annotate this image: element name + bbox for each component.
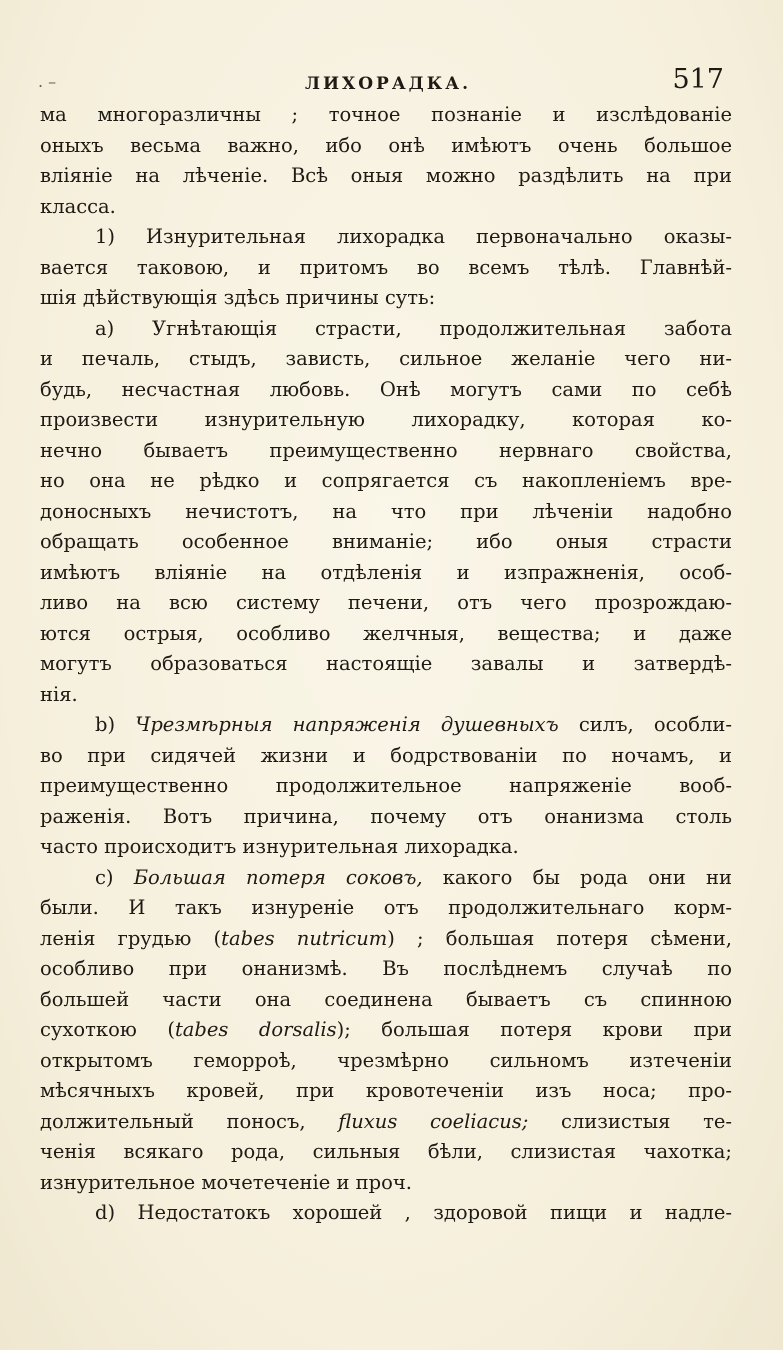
text-segment: ченія всякаго рода, сильныя бѣли, слизистая чахотка; [40, 1140, 732, 1163]
text-line [40, 192, 732, 223]
text-segment: имѣютъ вліяніе на отдѣленія и изпражненія, особ- [40, 560, 732, 584]
text-line [40, 375, 732, 406]
text-segment: произвести изнурительную лихорадку, которая ко- [40, 408, 732, 431]
text-line [40, 741, 732, 772]
italic-term: Большая потеря соковъ, [133, 865, 423, 889]
text-segment: раженія. Вотъ причина, почему отъ онанизма столь [40, 804, 732, 828]
text-segment: во при сидячей жизни и бодрствованіи по ночамъ, и [40, 743, 732, 767]
text-segment: шія дѣйствующія здѣсь причины суть: [40, 286, 436, 309]
text-line [40, 344, 732, 375]
text-segment: b) [95, 713, 136, 736]
text-segment: d) Недостатокъ хорошей , здоровой пищи и надле- [95, 1201, 732, 1224]
text-line [40, 283, 732, 314]
text-line [40, 436, 732, 467]
text-line [40, 1015, 732, 1046]
text-segment: обращать особенное вниманіе; ибо оныя страсти [40, 530, 732, 553]
text-segment: доносныхъ нечистотъ, на что при лѣченіи надобно [40, 499, 732, 523]
running-header [38, 64, 738, 104]
text-line [40, 893, 732, 924]
text-line [40, 1137, 732, 1168]
running-title: ЛИХОРАДКА. [304, 74, 472, 94]
text-line [40, 802, 732, 833]
text-line [40, 131, 732, 162]
text-line [40, 954, 732, 985]
text-segment: c) [95, 865, 134, 889]
text-segment: должительный поносъ, [40, 1109, 339, 1133]
text-line [40, 497, 732, 528]
text-segment: 1) Изнурительная лихорадка первоначально оказы- [95, 225, 732, 248]
text-segment: силъ, особли- [558, 713, 732, 736]
text-segment: класса. [40, 194, 116, 218]
text-line [40, 314, 732, 345]
header-mark: . – [38, 72, 57, 91]
text-segment: открытомъ геморроѣ, чрезмѣрно сильномъ изтеченіи [40, 1048, 732, 1072]
text-segment: нечно бываетъ преимущественно нервнаго свойства, [40, 438, 732, 462]
text-segment: но она не рѣдко и сопрягается съ накопленіемъ вре- [40, 469, 732, 492]
text-segment: a) Угнѣтающія страсти, продолжительная забота [95, 316, 732, 340]
text-segment: вается таковою, и притомъ во всемъ тѣлѣ. Главнѣй- [40, 255, 732, 279]
text-line [40, 771, 732, 802]
text-line [40, 710, 732, 741]
text-line [40, 985, 732, 1016]
text-line [40, 527, 732, 558]
text-segment: вліяніе на лѣченіе. Всѣ оныя можно раздѣлить на при [40, 164, 732, 187]
text-line [40, 1107, 732, 1138]
text-line [40, 588, 732, 619]
text-segment: изнурительное мочетеченіе и проч. [40, 1170, 412, 1194]
text-segment: какого бы рода они ни [422, 865, 732, 889]
text-segment: часто происходитъ изнурительная лихорадка. [40, 835, 519, 858]
text-segment: будь, несчастная любовь. Онѣ могутъ сами по себѣ [40, 377, 732, 401]
text-segment: особливо при онанизмѣ. Въ послѣднемъ случаѣ по [40, 957, 732, 980]
text-line [40, 680, 732, 711]
text-segment: ливо на всю систему печени, отъ чего прозрождаю- [40, 591, 732, 614]
text-line [40, 924, 732, 955]
text-line [40, 649, 732, 680]
text-line [40, 1046, 732, 1077]
text-segment: сухоткою ( [40, 1018, 175, 1041]
text-line [40, 466, 732, 497]
italic-term: tabes nutricum [221, 926, 388, 950]
text-segment: нія. [40, 682, 78, 706]
text-line [40, 100, 732, 131]
text-segment: ма многоразличны ; точное познаніе и изслѣдованіе [40, 103, 732, 126]
text-segment: и печаль, стыдъ, зависть, сильное желаніе чего ни- [40, 347, 732, 370]
italic-term: tabes dorsalis [174, 1018, 337, 1041]
page-number: 517 [672, 64, 724, 95]
text-line [40, 222, 732, 253]
italic-term: fluxus coeliacus; [338, 1109, 529, 1133]
text-segment: преимущественно продолжительное напряженіе вооб- [40, 774, 732, 797]
text-segment: слизистыя те- [528, 1109, 732, 1133]
text-segment: мѣсячныхъ кровей, при кровотеченіи изъ носа; про- [40, 1079, 732, 1102]
text-segment: могутъ образоваться настоящіе завалы и затвердѣ- [40, 652, 732, 675]
text-line [40, 161, 732, 192]
text-segment: ленія грудью ( [40, 926, 222, 950]
text-segment: были. И такъ изнуреніе отъ продолжительнаго корм- [40, 896, 732, 919]
text-line [40, 1076, 732, 1107]
text-line [40, 1168, 732, 1199]
text-segment: ются острыя, особливо желчныя, вещества; и даже [40, 621, 732, 645]
text-segment: оныхъ весьма важно, ибо онѣ имѣютъ очень большое [40, 133, 732, 157]
italic-term: Чрезмѣрныя напряженія душевныхъ [135, 713, 559, 736]
text-line [40, 863, 732, 894]
text-line [40, 405, 732, 436]
text-segment: ); большая потеря крови при [336, 1018, 732, 1041]
text-line [40, 558, 732, 589]
text-line [40, 253, 732, 284]
text-segment: большей части она соединена бываетъ съ спинною [40, 987, 732, 1011]
text-line [40, 619, 732, 650]
text-segment: ) ; большая потеря сѣмени, [387, 926, 732, 950]
text-line [40, 832, 732, 863]
text-line [40, 1198, 732, 1229]
page-body-text [40, 100, 732, 1229]
